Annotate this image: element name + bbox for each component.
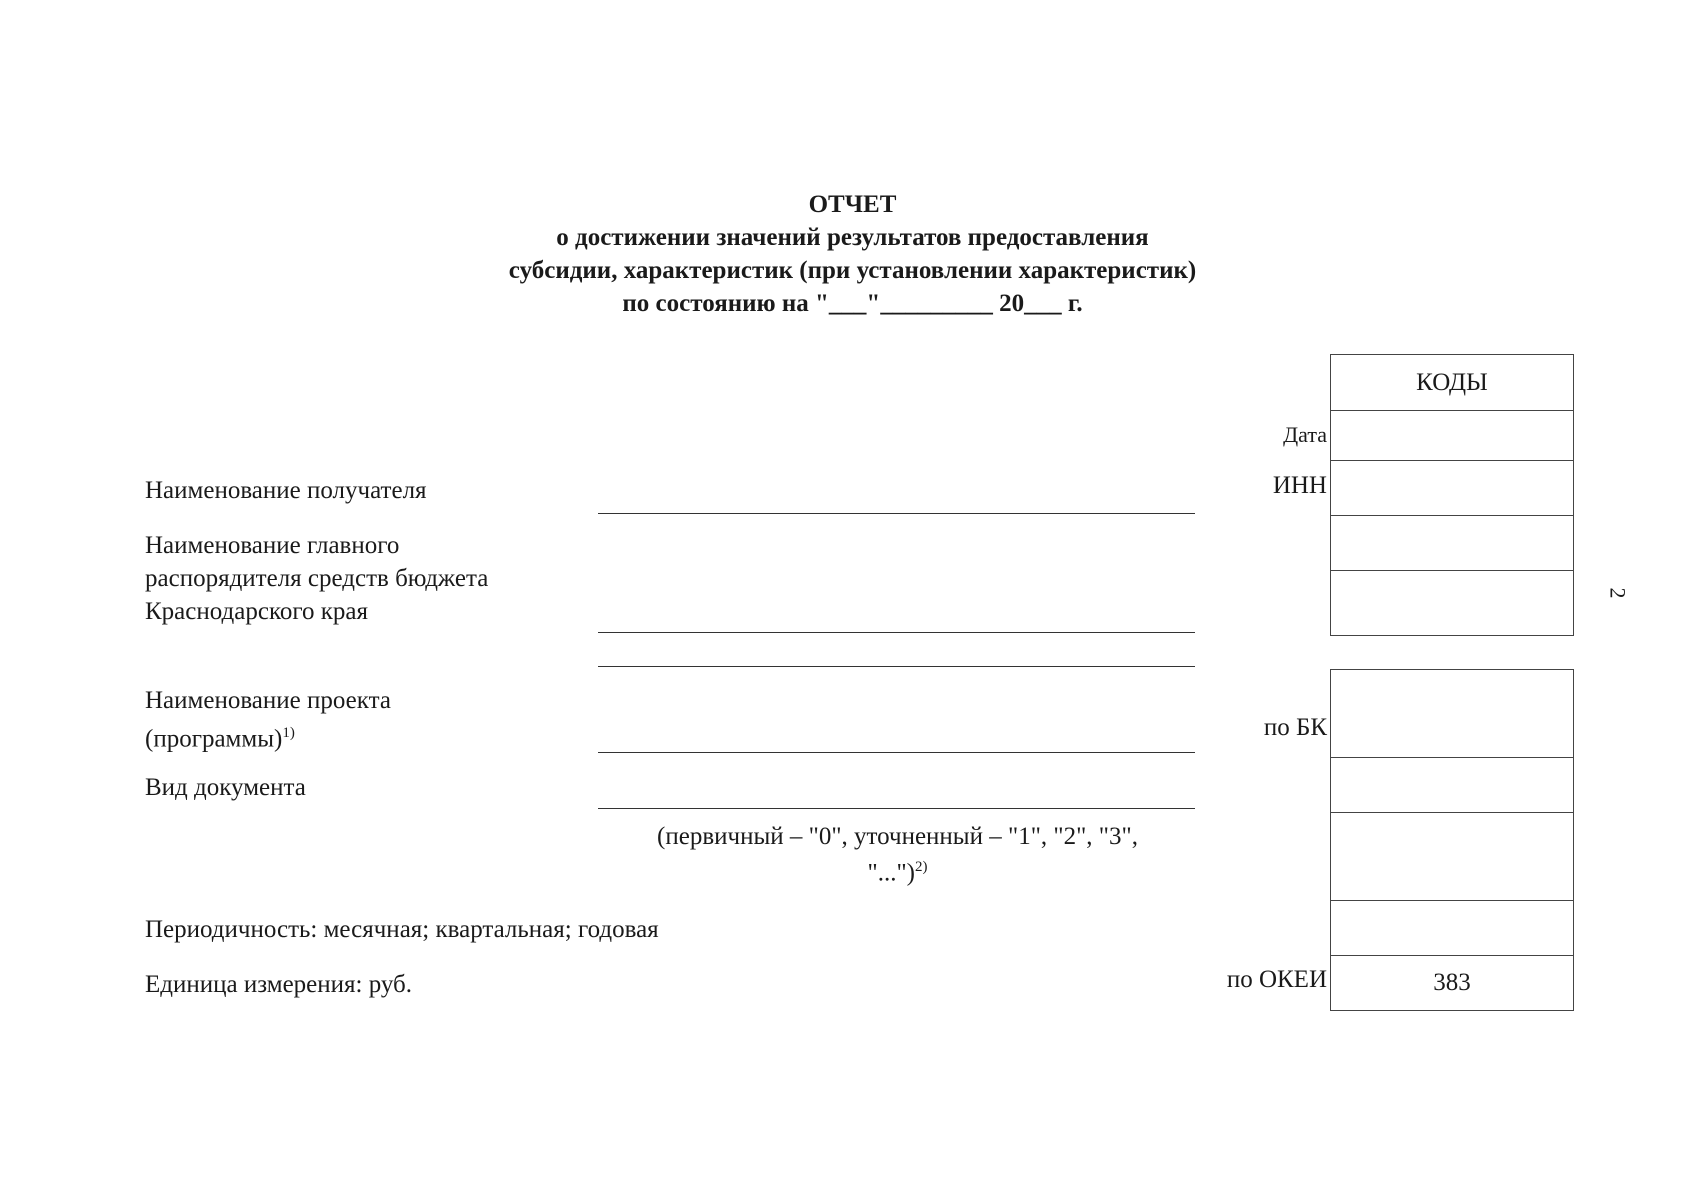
manager-field-line[interactable] xyxy=(598,632,1195,633)
inn-label: ИНН xyxy=(1272,472,1327,499)
project-field-line[interactable] xyxy=(598,752,1195,753)
bk-code-cell[interactable] xyxy=(1331,670,1573,757)
project-label-line-2 xyxy=(145,717,295,755)
footnote-marker-1: 1) xyxy=(282,725,295,741)
page-number: 2 xyxy=(1605,587,1631,599)
title-line-1: ОТЧЕТ xyxy=(808,191,897,218)
project-label-line-1: Наименование проекта xyxy=(145,687,391,714)
periodicity-code-cell[interactable] xyxy=(1331,900,1573,956)
doc-type-hint xyxy=(600,822,1195,888)
manager-label-line-1: Наименование главного xyxy=(145,532,400,559)
doc-type-field-line[interactable] xyxy=(598,808,1195,809)
periodicity-label: Периодичность: месячная; квартальная; годовая xyxy=(145,916,659,943)
footnote-marker-2: 2) xyxy=(915,859,928,875)
inn-code-cell[interactable] xyxy=(1331,460,1573,516)
doc-type-hint-line-1: (первичный – "0", уточненный – "1", "2", "3", xyxy=(657,823,1138,850)
okei-label: по ОКЕИ xyxy=(1226,966,1327,993)
codes-header-cell xyxy=(1331,355,1573,410)
codes-table-bottom xyxy=(1330,669,1574,1011)
doc-type-label: Вид документа xyxy=(145,774,306,801)
bk-label: по БК xyxy=(1263,714,1327,741)
doc-type-code-cell[interactable] xyxy=(1331,757,1573,813)
okei-code-value: 383 xyxy=(1433,969,1471,996)
recipient-label: Наименование получателя xyxy=(145,477,427,504)
report-title xyxy=(0,188,1685,320)
manager-code-cell[interactable] xyxy=(1331,570,1573,635)
doc-type-hint-line-2 xyxy=(600,852,1195,888)
recipient-code-cell[interactable] xyxy=(1331,515,1573,571)
extra-code-cell[interactable] xyxy=(1331,812,1573,901)
title-line-4: по состоянию на "___"_________ 20___ г. xyxy=(622,290,1083,317)
codes-table-top xyxy=(1330,354,1574,636)
manager-label-line-3: Краснодарского края xyxy=(145,598,368,625)
title-line-2: о достижении значений результатов предоставления xyxy=(556,224,1149,251)
project-label-text: (программы) xyxy=(145,725,283,753)
codes-header: КОДЫ xyxy=(1416,369,1488,396)
manager-label-line-2: распорядителя средств бюджета xyxy=(145,565,489,592)
date-code-cell[interactable] xyxy=(1331,410,1573,461)
date-label: Дата xyxy=(1283,422,1327,447)
okei-code-cell xyxy=(1331,955,1573,1010)
manager-field-line-2[interactable] xyxy=(598,666,1195,667)
doc-type-hint-text: "...") xyxy=(867,859,915,887)
unit-label: Единица измерения: руб. xyxy=(145,971,413,998)
recipient-field-line[interactable] xyxy=(598,513,1195,514)
title-line-3: субсидии, характеристик (при установлении характеристик) xyxy=(508,257,1197,284)
